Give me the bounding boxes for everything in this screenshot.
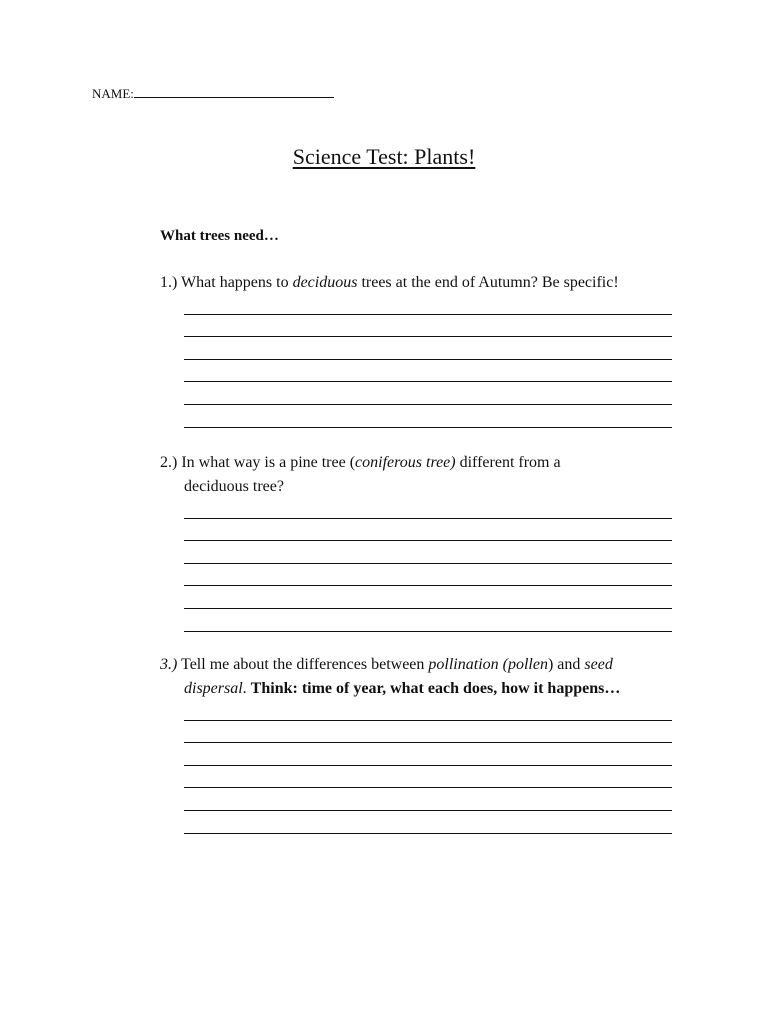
answer-line[interactable] bbox=[184, 382, 672, 405]
question-3-number: 3.) bbox=[160, 656, 178, 673]
answer-line[interactable] bbox=[184, 766, 672, 789]
question-3-text-d: seed bbox=[584, 656, 613, 673]
question-2-text-b: coniferous tree) bbox=[355, 454, 456, 471]
name-field bbox=[92, 85, 334, 102]
question-1-text-b: deciduous bbox=[292, 274, 358, 291]
answer-line[interactable] bbox=[184, 743, 672, 766]
answer-line[interactable] bbox=[184, 405, 672, 428]
answer-line[interactable] bbox=[184, 609, 672, 632]
question-3-line-2-a: dispersal bbox=[184, 680, 243, 697]
question-2-text-c: different from a bbox=[455, 454, 561, 471]
section-heading: What trees need… bbox=[160, 228, 279, 244]
question-1-text-a: What happens to bbox=[177, 274, 293, 291]
answer-line[interactable] bbox=[184, 564, 672, 587]
question-3-line-2-c: Think: time of year, what each does, how it happens… bbox=[250, 680, 621, 697]
question-1-text-c: trees at the end of Autumn? Be specific! bbox=[357, 274, 619, 291]
question-2-answer-area[interactable] bbox=[184, 496, 672, 632]
answer-line[interactable] bbox=[184, 337, 672, 360]
answer-line[interactable] bbox=[184, 721, 672, 744]
question-1-answer-area[interactable] bbox=[184, 292, 672, 428]
question-3-text-b: pollination (pollen bbox=[428, 656, 548, 673]
answer-line[interactable] bbox=[184, 788, 672, 811]
answer-line[interactable] bbox=[184, 519, 672, 542]
answer-line[interactable] bbox=[184, 315, 672, 338]
question-3-answer-area[interactable] bbox=[184, 698, 672, 834]
answer-line[interactable] bbox=[184, 496, 672, 519]
answer-line[interactable] bbox=[184, 292, 672, 315]
question-2-number: 2.) bbox=[160, 454, 178, 471]
answer-line[interactable] bbox=[184, 811, 672, 834]
question-1-number: 1.) bbox=[160, 274, 178, 291]
name-label: NAME: bbox=[92, 86, 134, 101]
question-3-text-c: ) and bbox=[547, 656, 585, 673]
name-blank-line[interactable] bbox=[134, 85, 334, 98]
question-2-line-2: deciduous tree? bbox=[184, 478, 284, 495]
answer-line[interactable] bbox=[184, 360, 672, 383]
question-3-line-2-b: . bbox=[242, 680, 251, 697]
question-3 bbox=[160, 653, 680, 701]
answer-line[interactable] bbox=[184, 586, 672, 609]
question-2-text-a: In what way is a pine tree ( bbox=[177, 454, 356, 471]
question-2 bbox=[160, 451, 680, 499]
answer-line[interactable] bbox=[184, 541, 672, 564]
answer-line[interactable] bbox=[184, 698, 672, 721]
question-3-text-a: Tell me about the differences between bbox=[177, 656, 429, 673]
page-title: Science Test: Plants! bbox=[292, 144, 476, 169]
